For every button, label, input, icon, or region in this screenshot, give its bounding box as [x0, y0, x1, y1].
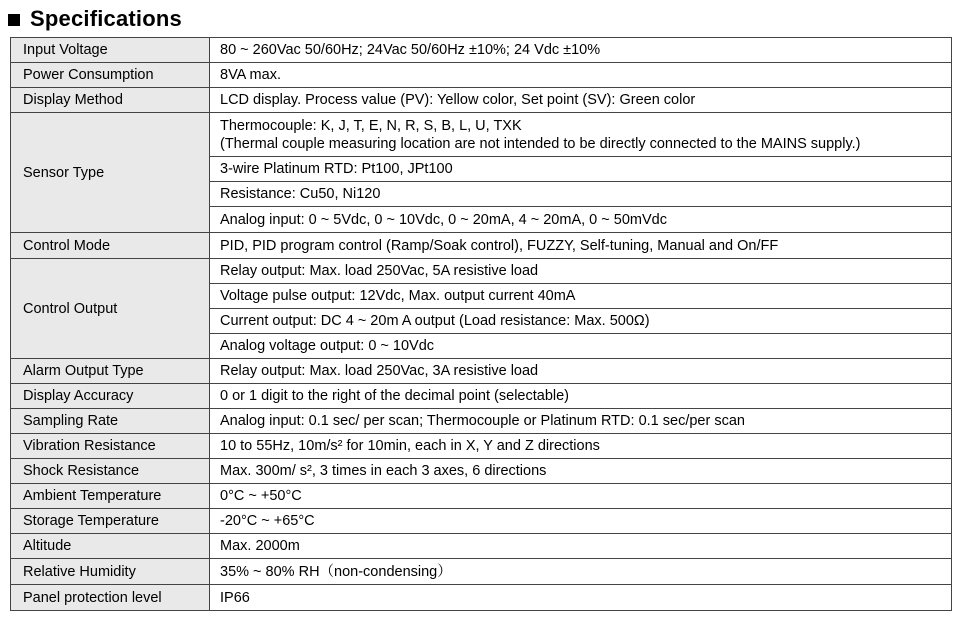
row-value: Analog voltage output: 0 ~ 10Vdc — [210, 334, 952, 359]
row-label: Alarm Output Type — [11, 359, 210, 384]
table-row — [11, 409, 952, 434]
table-row — [11, 38, 952, 63]
table-row — [11, 434, 952, 459]
row-value: 0°C ~ +50°C — [210, 484, 952, 509]
row-label: Input Voltage — [11, 38, 210, 63]
table-row — [11, 509, 952, 534]
row-value: 8VA max. — [210, 63, 952, 88]
specifications-table — [10, 37, 952, 611]
section-title: Specifications — [30, 6, 182, 31]
row-value-line: (Thermal couple measuring location are not intended to be directly connected to the MAINS supply.) — [220, 135, 861, 152]
row-value: Analog input: 0 ~ 5Vdc, 0 ~ 10Vdc, 0 ~ 20mA, 4 ~ 20mA, 0 ~ 50mVdc — [210, 207, 952, 233]
row-value: Max. 2000m — [210, 534, 952, 559]
row-value: 35% ~ 80% RH（non-condensing） — [210, 559, 952, 585]
row-value: -20°C ~ +65°C — [210, 509, 952, 534]
row-value: IP66 — [210, 585, 952, 611]
row-value — [210, 113, 952, 157]
row-label: Panel protection level — [11, 585, 210, 611]
row-value: Resistance: Cu50, Ni120 — [210, 182, 952, 207]
row-value-line: Thermocouple: K, J, T, E, N, R, S, B, L, U, TXK — [220, 117, 522, 134]
row-label: Altitude — [11, 534, 210, 559]
row-label: Control Output — [11, 259, 210, 359]
row-value: Max. 300m/ s², 3 times in each 3 axes, 6 directions — [210, 459, 952, 484]
row-value: 80 ~ 260Vac 50/60Hz; 24Vac 50/60Hz ±10%; 24 Vdc ±10% — [210, 38, 952, 63]
table-row — [11, 559, 952, 585]
row-label: Storage Temperature — [11, 509, 210, 534]
row-label: Vibration Resistance — [11, 434, 210, 459]
row-value: Relay output: Max. load 250Vac, 5A resistive load — [210, 259, 952, 284]
row-value: Voltage pulse output: 12Vdc, Max. output current 40mA — [210, 284, 952, 309]
row-label: Sensor Type — [11, 113, 210, 233]
table-row — [11, 88, 952, 113]
row-label: Power Consumption — [11, 63, 210, 88]
row-label: Display Accuracy — [11, 384, 210, 409]
table-row — [11, 585, 952, 611]
table-row — [11, 459, 952, 484]
table-row — [11, 484, 952, 509]
section-heading — [8, 5, 182, 33]
row-value: 0 or 1 digit to the right of the decimal point (selectable) — [210, 384, 952, 409]
row-label: Control Mode — [11, 233, 210, 259]
table-row — [11, 259, 952, 284]
table-row — [11, 233, 952, 259]
square-bullet-icon — [8, 14, 20, 26]
table-row — [11, 384, 952, 409]
row-value: Relay output: Max. load 250Vac, 3A resistive load — [210, 359, 952, 384]
row-label: Ambient Temperature — [11, 484, 210, 509]
table-row — [11, 113, 952, 157]
row-value: LCD display. Process value (PV): Yellow color, Set point (SV): Green color — [210, 88, 952, 113]
row-label: Relative Humidity — [11, 559, 210, 585]
row-label: Shock Resistance — [11, 459, 210, 484]
row-value: 10 to 55Hz, 10m/s² for 10min, each in X, Y and Z directions — [210, 434, 952, 459]
row-label: Display Method — [11, 88, 210, 113]
table-row — [11, 534, 952, 559]
table-row — [11, 359, 952, 384]
row-value: PID, PID program control (Ramp/Soak control), FUZZY, Self-tuning, Manual and On/FF — [210, 233, 952, 259]
row-label: Sampling Rate — [11, 409, 210, 434]
row-value: 3-wire Platinum RTD: Pt100, JPt100 — [210, 157, 952, 182]
table-row — [11, 63, 952, 88]
row-value: Current output: DC 4 ~ 20m A output (Load resistance: Max. 500Ω) — [210, 309, 952, 334]
row-value: Analog input: 0.1 sec/ per scan; Thermocouple or Platinum RTD: 0.1 sec/per scan — [210, 409, 952, 434]
